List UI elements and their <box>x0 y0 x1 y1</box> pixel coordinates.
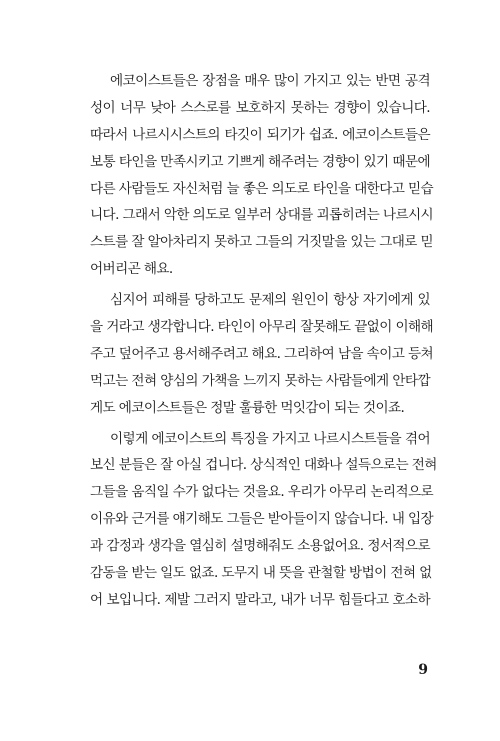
text-line: 스트를 잘 알아차리지 못하고 그들의 거짓말을 있는 그대로 믿 <box>90 234 434 251</box>
text-line: 그들을 움직일 수가 없다는 것을요. 우리가 아무리 논리적으로 <box>90 484 434 501</box>
text-line: 니다. 그래서 악한 의도로 일부러 상대를 괴롭히려는 나르시시 <box>90 207 434 224</box>
text-line: 에코이스트들은 장점을 매우 많이 가지고 있는 반면 공격 <box>110 73 430 89</box>
text-line: 심지어 피해를 당하고도 문제의 원인이 항상 자기에게 있 <box>110 292 430 309</box>
text-line: 을 거라고 생각합니다. 타인이 아무리 잘못해도 끝없이 이해해 <box>90 319 434 336</box>
paragraph-3 <box>90 426 437 614</box>
text-line: 어 보입니다. 제발 그러지 말라고, 내가 너무 힘들다고 호소하 <box>90 591 430 608</box>
paragraph-1 <box>90 68 434 283</box>
paragraph-2 <box>90 287 434 421</box>
text-line: 성이 너무 낮아 스스로를 보호하지 못하는 경향이 있습니다. <box>90 99 430 116</box>
text-line: 먹고는 전혀 양심의 가책을 느끼지 못하는 사람들에게 안타깝 <box>90 372 430 389</box>
text-line: 다른 사람들도 자신처럼 늘 좋은 의도로 타인을 대한다고 믿습 <box>90 180 434 197</box>
text-line: 보통 타인을 만족시키고 기쁘게 해주려는 경향이 있기 때문에 <box>90 153 430 170</box>
text-line: 감동을 받는 일도 없죠. 도무지 내 뜻을 관철할 방법이 전혀 없 <box>90 565 432 582</box>
text-line: 과 감정과 생각을 열심히 설명해줘도 소용없어요. 정서적으로 <box>90 538 430 555</box>
text-line: 보신 분들은 잘 아실 겁니다. 상식적인 대화나 설득으로는 전혀 <box>90 457 437 474</box>
text-line: 게도 에코이스트들은 정말 훌륭한 먹잇감이 되는 것이죠. <box>90 399 405 416</box>
body-text <box>90 68 437 618</box>
text-line: 어버리곤 해요. <box>90 261 173 278</box>
text-line: 주고 덮어주고 용서해주려고 해요. 그리하여 남을 속이고 등쳐 <box>90 345 434 362</box>
text-line: 이유와 근거를 얘기해도 그들은 받아들이지 않습니다. 내 입장 <box>90 511 434 528</box>
text-line: 따라서 나르시시스트의 타깃이 되기가 쉽죠. 에코이스트들은 <box>90 126 430 143</box>
text-line: 이렇게 에코이스트의 특징을 가지고 나르시스트들을 겪어 <box>110 430 430 447</box>
page-number: 9 <box>418 662 428 678</box>
